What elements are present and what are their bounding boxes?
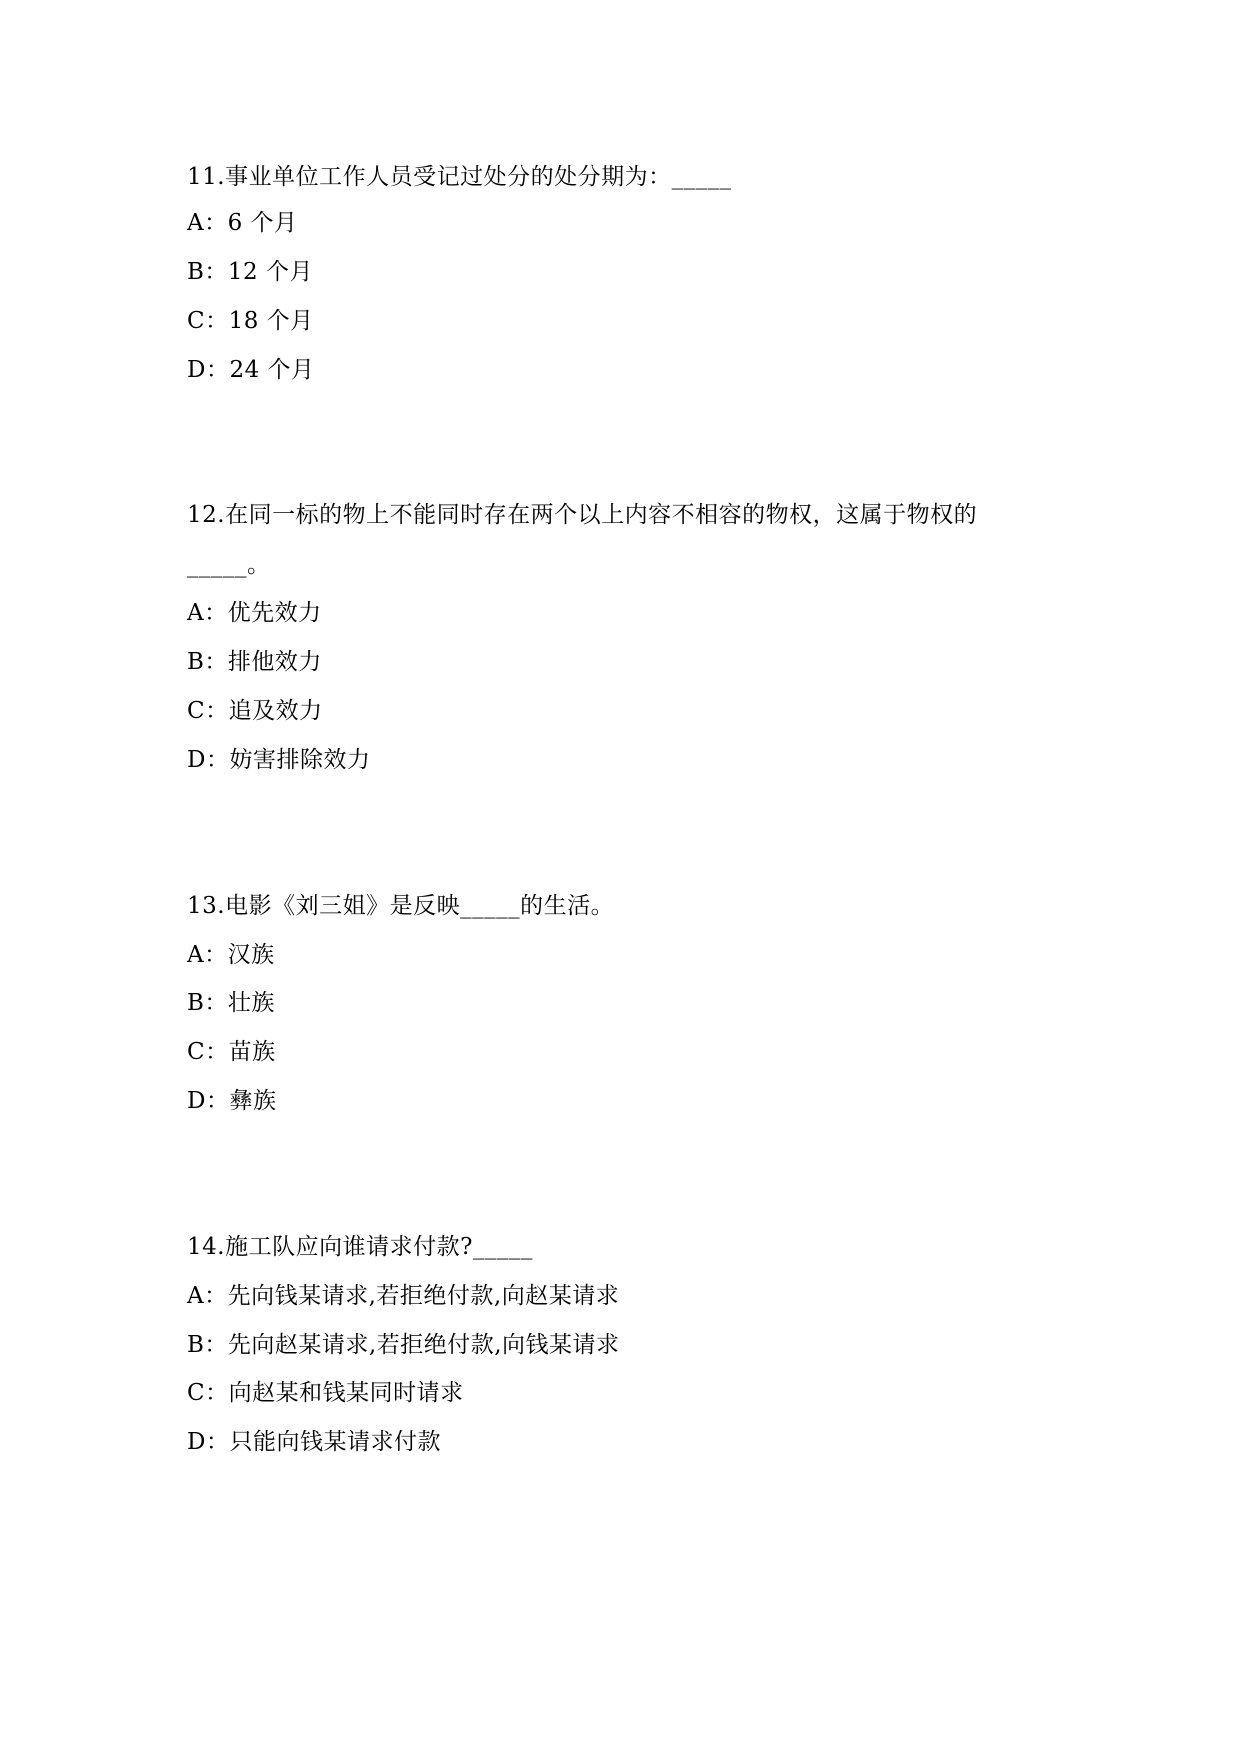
question-13-option-c: C：苗族 xyxy=(187,1039,276,1065)
question-13-option-d: D：彝族 xyxy=(187,1088,277,1114)
question-13-option-b: B：壮族 xyxy=(187,990,275,1016)
question-11-option-d: D：24 个月 xyxy=(187,357,315,383)
question-12-option-d: D：妨害排除效力 xyxy=(187,747,371,773)
question-12-option-c: C：追及效力 xyxy=(187,698,323,724)
question-14-option-b: B：先向赵某请求,若拒绝付款,向钱某请求 xyxy=(187,1332,620,1358)
question-14-option-a: A：先向钱某请求,若拒绝付款,向赵某请求 xyxy=(187,1283,620,1309)
question-14-stem: 14.施工队应向谁请求付款?_____ xyxy=(187,1234,533,1260)
question-14-option-d: D：只能向钱某请求付款 xyxy=(187,1429,441,1455)
question-11-option-a: A：6 个月 xyxy=(187,210,298,236)
question-12-option-b: B：排他效力 xyxy=(187,649,322,675)
question-12-stem-continued: _____。 xyxy=(187,552,271,578)
question-12-option-a: A：优先效力 xyxy=(187,600,322,626)
question-11-option-b: B：12 个月 xyxy=(187,259,313,285)
question-14-option-c: C：向赵某和钱某同时请求 xyxy=(187,1380,464,1406)
question-13-stem: 13.电影《刘三姐》是反映_____的生活。 xyxy=(187,893,615,919)
question-12-stem: 12.在同一标的物上不能同时存在两个以上内容不相容的物权，这属于物权的 xyxy=(187,502,978,528)
question-13-option-a: A：汉族 xyxy=(187,942,275,968)
question-11-stem: 11.事业单位工作人员受记过处分的处分期为：_____ xyxy=(187,164,732,190)
question-11-option-c: C：18 个月 xyxy=(187,308,314,334)
